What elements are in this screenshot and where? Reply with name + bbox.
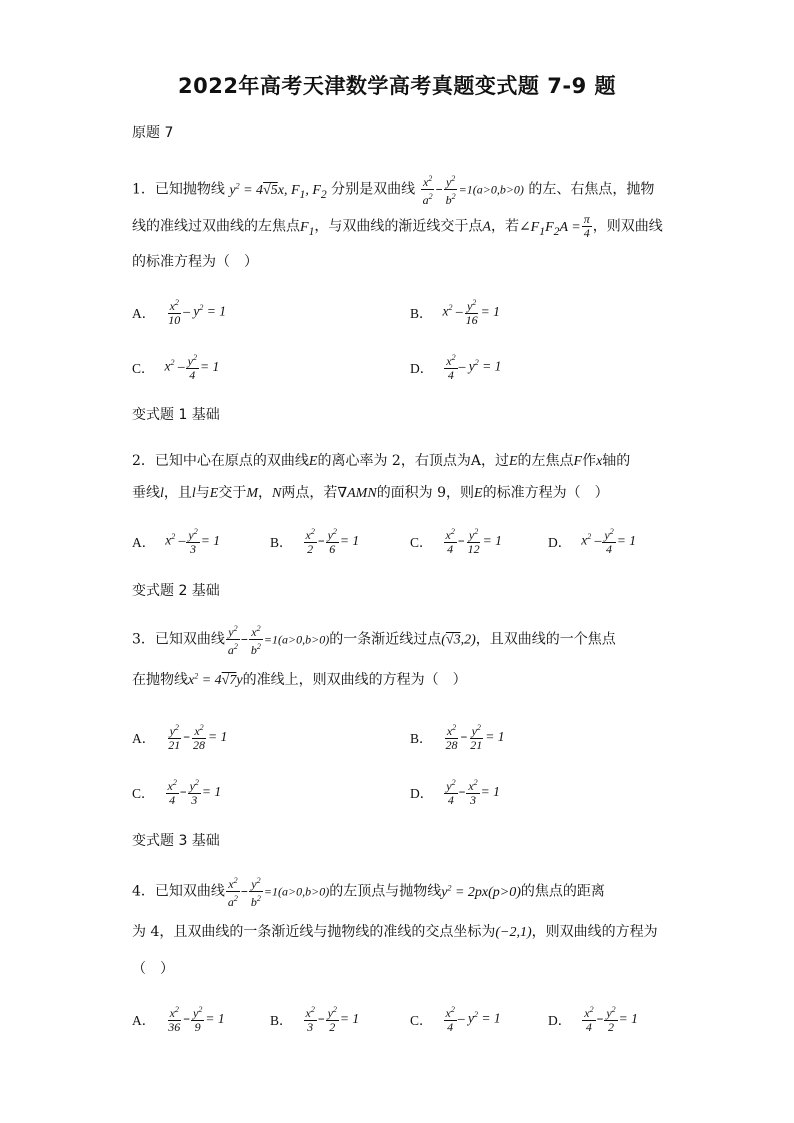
question-1-line-3: 的标准方程为（ ）: [132, 254, 258, 270]
q1-option-a[interactable]: A． $\frac{x^2}{10}$ – $y^2 = 1$: [132, 298, 226, 327]
q1-option-c[interactable]: C． $x^2$ – $\frac{y^2}{4}$ = 1: [132, 353, 220, 382]
q2-option-c[interactable]: C． $\frac{x^2}{4}$ – $\frac{y^2}{12}$ = 1: [410, 527, 502, 556]
question-2-line-2: 垂线l，且l与E交于M，N两点，若∇AMN的面积为 9，则E的标准方程为（ ）: [132, 485, 609, 501]
q4-option-d[interactable]: D． $\frac{x^2}{4}$ – $\frac{y^2}{2}$ = 1: [548, 1005, 638, 1034]
question-4-line-3: （ ）: [132, 961, 174, 977]
page-title: 2022年高考天津数学高考真题变式题 7-9 题: [177, 74, 616, 98]
q2-option-d[interactable]: D． $x^2$ – $\frac{y^2}{4}$ = 1: [548, 527, 636, 556]
question-4-line-2: 为 4，且双曲线的一条渐近线与抛物线的准线的交点坐标为(−2,1)，则双曲线的方程为: [132, 924, 658, 940]
question-1-line-2: 线的准线过双曲线的左焦点$F_1$，与双曲线的渐近线交于点A，若$\angle F_1F_2A$ = $\frac{\pi}{4}$ ，则双曲线: [132, 212, 663, 240]
question-3-line-2: 在抛物线$x^2 = 4√7y$的准线上，则双曲线的方程为（ ）: [132, 671, 467, 688]
question-4-line-1: 4．已知双曲线 $\frac{x^2}{a^2}$ – $\frac{y^2}{b^2}$ =1(a>0,b>0)的左顶点与抛物线$y^2 = 2px(p>0)$的焦点的距离: [132, 876, 605, 909]
q3-option-a[interactable]: A． $\frac{y^2}{21}$ – $\frac{x^2}{28}$ = 1: [132, 723, 228, 752]
q4-option-a[interactable]: A． $\frac{x^2}{36}$ – $\frac{y^2}{9}$ = 1: [132, 1005, 225, 1034]
question-3-line-1: 3．已知双曲线 $\frac{y^2}{a^2}$ – $\frac{x^2}{b^2}$ =1(a>0,b>0)的一条渐近线过点(√3,2)，且双曲线的一个焦点: [132, 624, 616, 657]
q2-option-a[interactable]: A． $x^2$ – $\frac{y^2}{3}$ = 1: [132, 527, 220, 556]
q2-option-b[interactable]: B． $\frac{x^2}{2}$ – $\frac{y^2}{6}$ = 1: [270, 527, 360, 556]
question-2-line-1: 2．已知中心在原点的双曲线E的离心率为 2，右顶点为A，过E的左焦点F作x轴的: [132, 453, 631, 469]
q3-option-b[interactable]: B． $\frac{x^2}{28}$ – $\frac{y^2}{21}$ = 1: [410, 723, 505, 752]
section-heading: 原题 7: [132, 125, 174, 141]
q1-option-b[interactable]: B． $x^2$ – $\frac{y^2}{16}$ = 1: [410, 298, 500, 327]
q3-option-c[interactable]: C． $\frac{x^2}{4}$ – $\frac{y^2}{3}$ = 1: [132, 778, 222, 807]
question-1-line-1: 1．已知抛物线 $y^2 = 4√5x$, $F_1$, $F_2$ 分别是双曲线 $\frac{x^2}{a^2}$ – $\frac{y^2}{b^2}$ =1(a>0,b>0) 的左、右焦点，抛物: [132, 174, 655, 207]
q3-option-d[interactable]: D． $\frac{y^2}{4}$ – $\frac{x^2}{3}$ = 1: [410, 778, 500, 807]
section-heading: 变式题 3 基础: [132, 833, 220, 849]
q1-option-d[interactable]: D． $\frac{x^2}{4}$ – $y^2 = 1$: [410, 353, 502, 382]
section-heading: 变式题 2 基础: [132, 583, 220, 599]
section-heading: 变式题 1 基础: [132, 407, 220, 423]
q4-option-b[interactable]: B． $\frac{x^2}{3}$ – $\frac{y^2}{2}$ = 1: [270, 1005, 360, 1034]
q4-option-c[interactable]: C． $\frac{x^2}{4}$ – $y^2 = 1$: [410, 1005, 501, 1034]
